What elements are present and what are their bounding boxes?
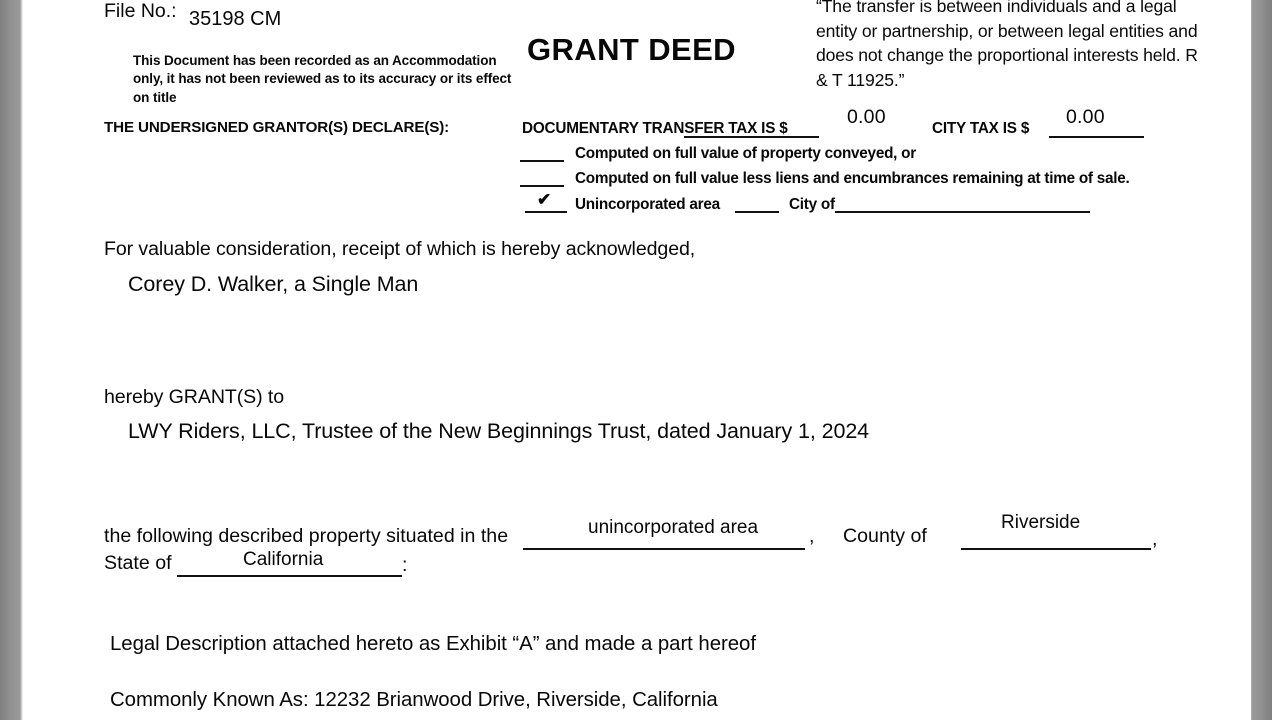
accommodation-note: This Document has been recorded as an Accommodation only, it has not been reviewed as to its accuracy or its effect on title — [133, 53, 512, 105]
commonly-known-address: Commonly Known As: 12232 Brianwood Drive, Riverside, California — [110, 689, 718, 711]
tax-option-2-label: Computed on full value less liens and encumbrances remaining at time of sale. — [575, 170, 1130, 187]
page-title: GRANT DEED — [527, 32, 736, 67]
state-label: State of — [104, 552, 172, 574]
property-situated-value: unincorporated area — [588, 517, 759, 538]
tax-option-1-blank — [520, 160, 564, 162]
file-number-label: File No.: — [104, 0, 177, 22]
city-tax-label: CITY TAX IS $ — [932, 120, 1030, 137]
city-tax-value: 0.00 — [1066, 106, 1105, 128]
city-tax-rule — [1049, 136, 1144, 138]
tax-option-4-label: City of — [789, 196, 835, 213]
state-blank — [177, 575, 402, 577]
checkmark-icon: ✔ — [537, 190, 552, 209]
property-situated-blank — [523, 548, 805, 550]
tax-option-3-label: Unincorporated area — [575, 196, 720, 213]
tax-option-4-blank — [735, 211, 779, 213]
property-situated-comma: , — [809, 525, 815, 547]
deed-page-sheet — [23, 0, 1251, 720]
state-colon: : — [402, 554, 408, 576]
consideration-line: For valuable consideration, receipt of which is hereby acknowledged, — [104, 238, 696, 260]
undersigned-grantor-declaration: THE UNDERSIGNED GRANTOR(S) DECLARE(S): — [104, 119, 450, 136]
county-comma: , — [1152, 528, 1158, 550]
property-situated-label: the following described property situated in the — [104, 525, 509, 547]
state-value: California — [243, 549, 324, 570]
documentary-transfer-tax-label: DOCUMENTARY TRANSFER TAX IS $ — [522, 120, 788, 137]
county-label: County of — [843, 525, 927, 547]
legal-description-statement: Legal Description attached hereto as Exhibit “A” and made a part hereof — [110, 633, 756, 655]
county-blank — [961, 548, 1151, 550]
county-value: Riverside — [1001, 512, 1081, 533]
tax-option-1-label: Computed on full value of property conveyed, or — [575, 145, 916, 162]
file-number-value: 35198 CM — [189, 8, 282, 30]
tax-option-2-blank — [520, 185, 564, 187]
transfer-exemption-quote: “The transfer is between individuals and a legal entity or partnership, or between legal entities and does not change the proportional interests held. R & T 11925.” — [816, 0, 1198, 90]
grantor-name: Corey D. Walker, a Single Man — [128, 272, 419, 296]
documentary-transfer-tax-value: 0.00 — [847, 106, 886, 128]
city-of-blank — [835, 211, 1090, 213]
grant-to-line: hereby GRANT(S) to — [104, 386, 285, 408]
tax-option-3-blank — [525, 211, 567, 213]
documentary-transfer-tax-rule — [684, 136, 819, 138]
grantee-name: LWY Riders, LLC, Trustee of the New Beginnings Trust, dated January 1, 2024 — [128, 419, 870, 443]
